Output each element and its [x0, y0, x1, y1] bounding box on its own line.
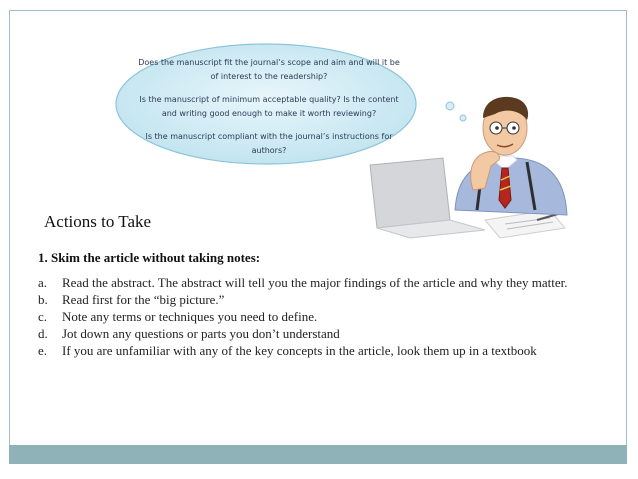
bubble-question: Is the manuscript compliant with the journal’s instructions for authors?	[145, 132, 393, 155]
list-marker: d.	[38, 326, 48, 341]
list-text: If you are unfamiliar with any of the key concepts in the article, look them up in a textbook	[62, 343, 537, 358]
list-item	[38, 342, 618, 359]
list-text: Read first for the “big picture.”	[62, 292, 225, 307]
list-item	[38, 325, 618, 342]
list-text: Read the abstract. The abstract will tell you the major findings of the article and why they matter.	[62, 275, 568, 290]
list-item	[38, 274, 618, 291]
list-item	[38, 308, 618, 325]
list-marker: b.	[38, 292, 48, 307]
footer-band	[9, 445, 627, 464]
list-marker: c.	[38, 309, 48, 324]
thought-dot	[446, 102, 454, 110]
section-heading: Actions to Take	[44, 212, 152, 231]
thinking-man-illustration	[355, 70, 600, 245]
laptop-icon	[370, 158, 450, 228]
bubble-question: Is the manuscript of minimum acceptable quality? Is the content and writing good enough to make it worth reviewing?	[139, 95, 399, 118]
list-marker: a.	[38, 275, 48, 290]
list-text: Note any terms or techniques you need to define.	[62, 309, 318, 324]
list-marker: e.	[38, 343, 48, 358]
step-title: 1. Skim the article without taking notes:	[38, 250, 261, 265]
list-item	[38, 291, 618, 308]
thought-dot	[460, 115, 466, 121]
list-text: Jot down any questions or parts you don’t understand	[62, 326, 340, 341]
action-list	[38, 274, 618, 359]
bubble-question: Does the manuscript fit the journal’s scope and aim and will it be of interest to the readership?	[138, 58, 400, 81]
